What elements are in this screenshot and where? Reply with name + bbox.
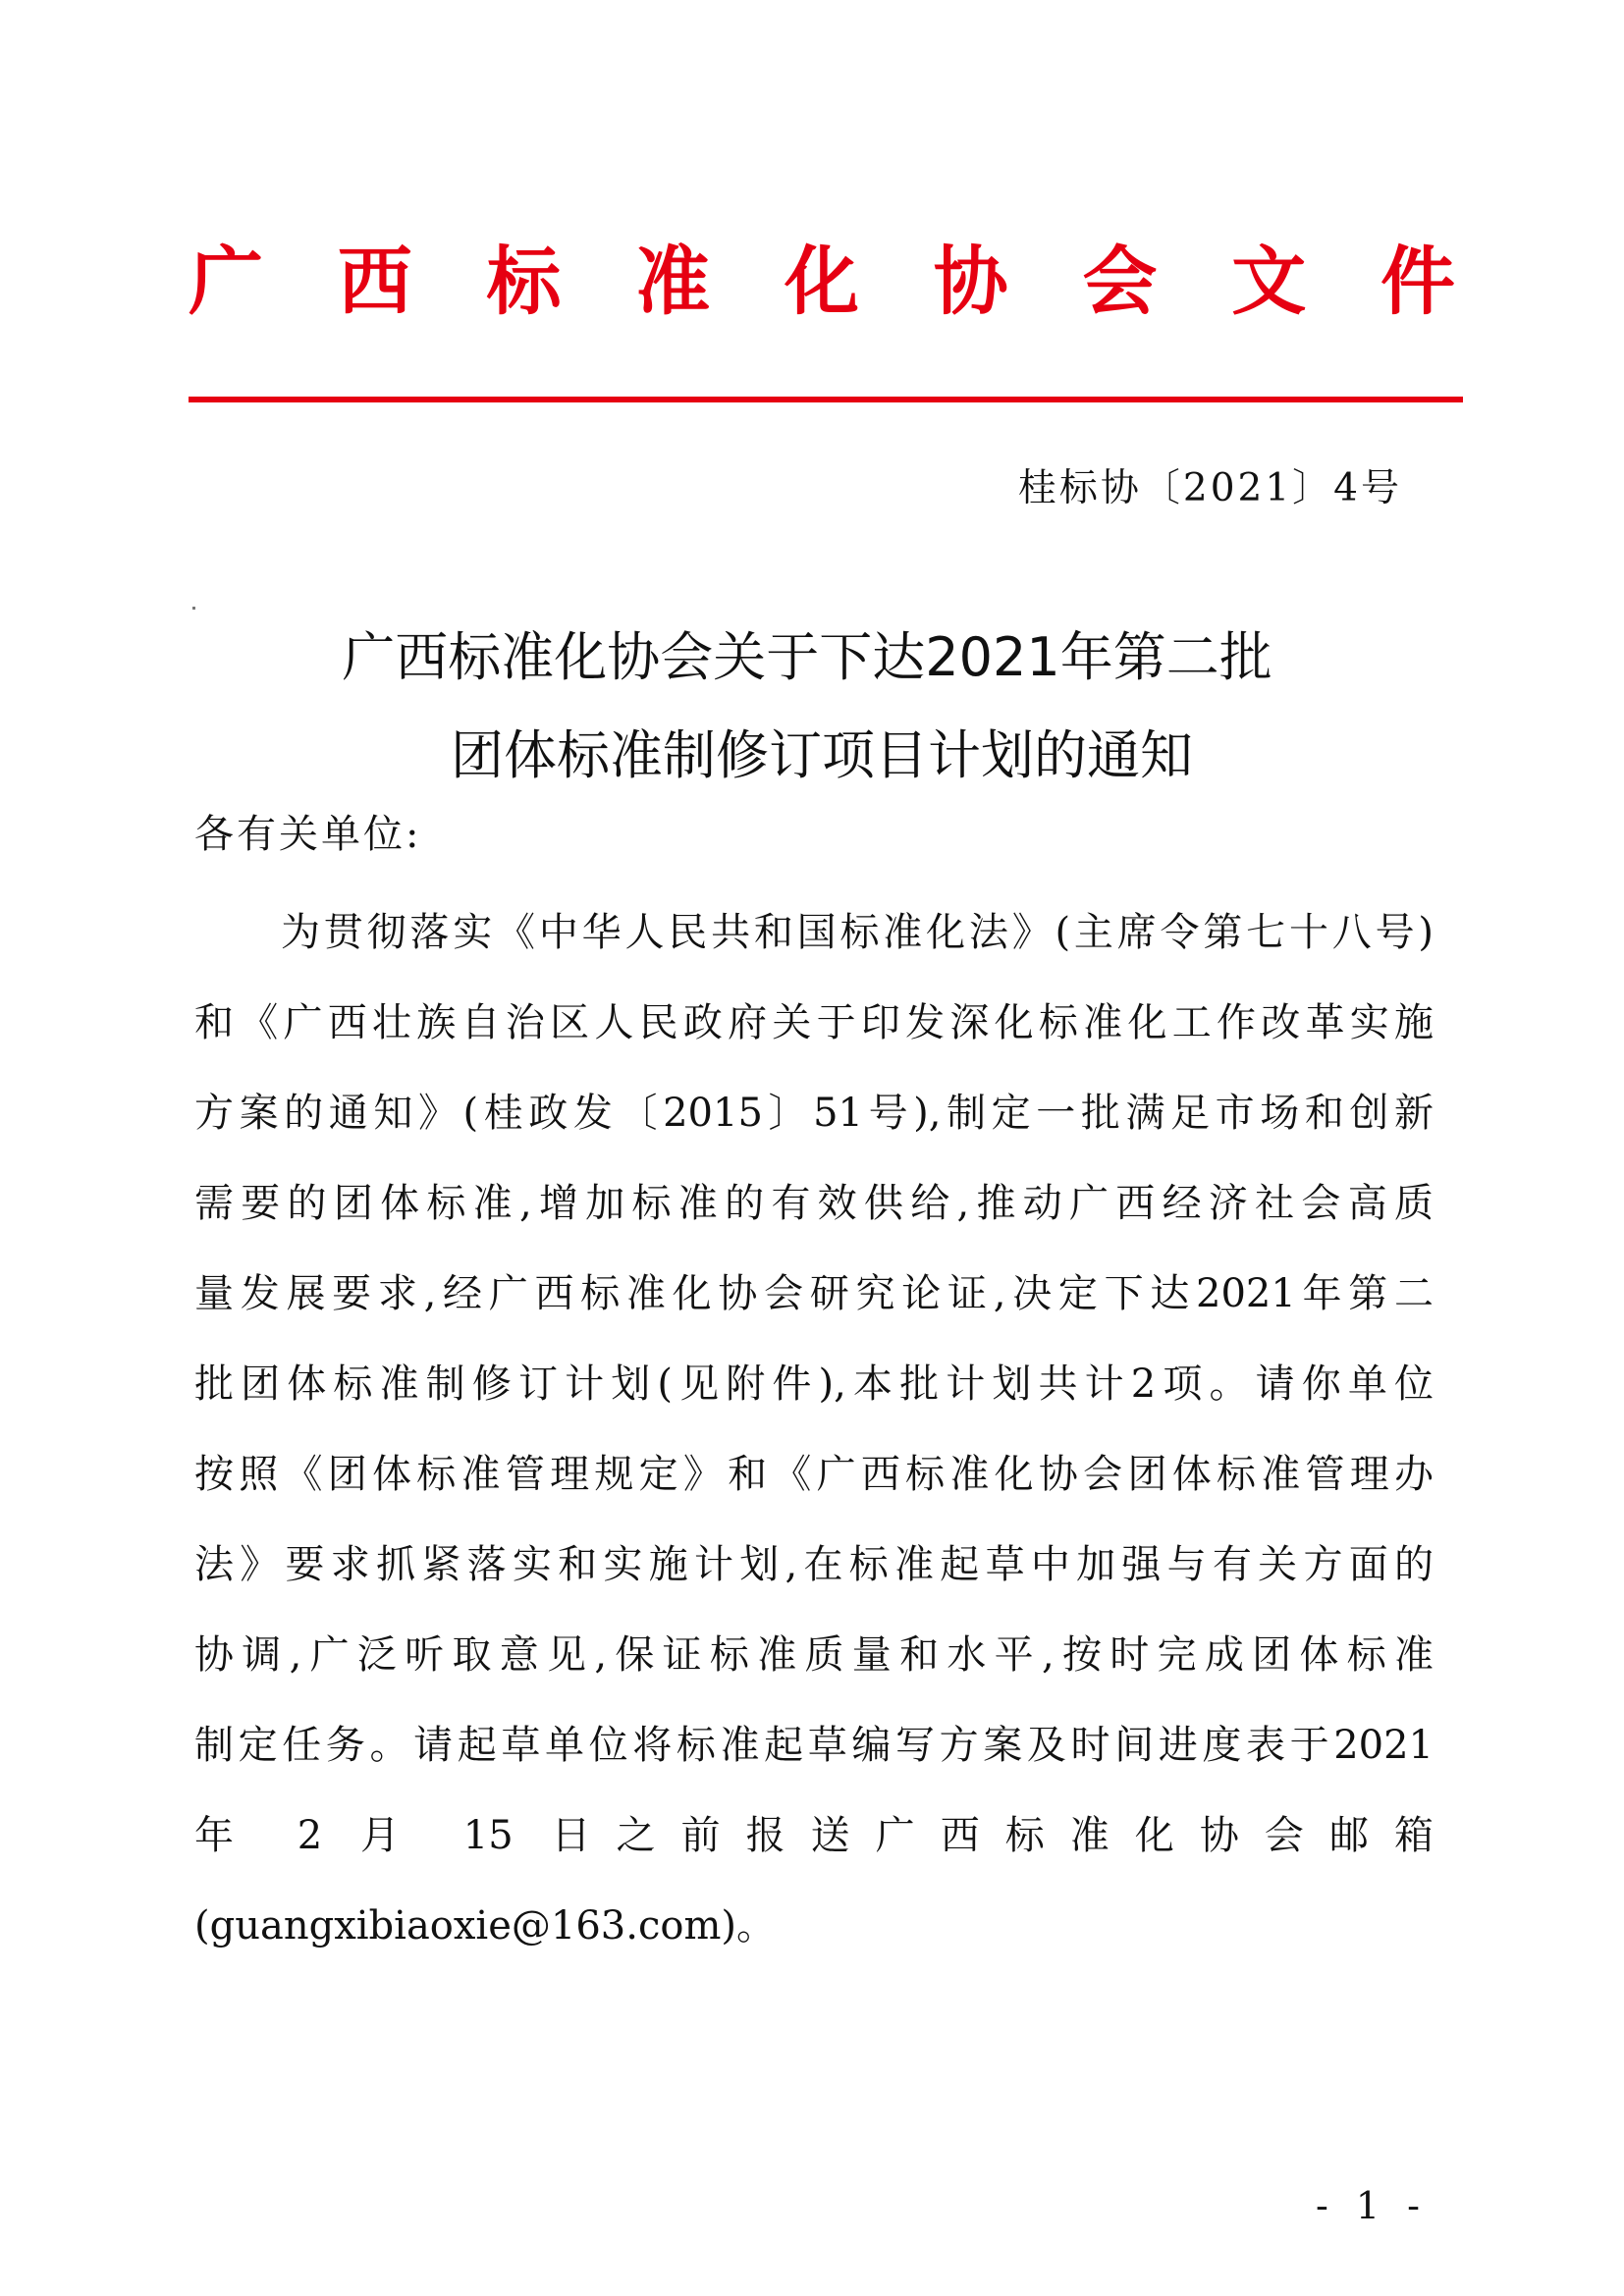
body-line: 制定任务。请起草单位将标准起草编写方案及时间进度表于2021 — [194, 1723, 1434, 1768]
body-line: 方案的通知》(桂政发〔2015〕51号),制定一批满足市场和创新 — [194, 1091, 1434, 1136]
header-char: 化 — [785, 238, 859, 325]
body-line: 需要的团体标准,增加标准的有效供给,推动广西经济社会高质 — [194, 1181, 1434, 1226]
body-line: 为贯彻落实《中华人民共和国标准化法》(主席令第七十八号) — [281, 910, 1434, 955]
document-number: 桂标协〔2021〕4号 — [1017, 466, 1402, 510]
body-line: (guangxibiaoxie@163.com)。 — [194, 1903, 776, 1949]
body-line: 法》要求抓紧落实和实施计划,在标准起草中加强与有关方面的 — [194, 1542, 1434, 1587]
body-line: 和《广西壮族自治区人民政府关于印发深化标准化工作改革实施 — [194, 1000, 1434, 1045]
header-char: 准 — [635, 238, 711, 325]
notice-title-line-2: 团体标准制修订项目计划的通知 — [451, 724, 1193, 786]
body-line: 量发展要求,经广西标准化协会研究论证,决定下达2021年第二 — [194, 1271, 1434, 1316]
header-char: 广 — [189, 238, 263, 325]
header-char: 标 — [486, 238, 562, 325]
header-char: 件 — [1380, 238, 1455, 325]
notice-title-line-1: 广西标准化协会关于下达2021年第二批 — [342, 626, 1272, 688]
body-line: 按照《团体标准管理规定》和《广西标准化协会团体标准管理办 — [194, 1452, 1434, 1497]
header-char: 文 — [1231, 238, 1307, 325]
header-char: 协 — [933, 238, 1008, 325]
header-char: 会 — [1082, 238, 1158, 325]
body-line: 协调,广泛听取意见,保证标准质量和水平,按时完成团体标准 — [194, 1632, 1434, 1678]
body-line: 年 2 月 15 日之前报送广西标准化协会邮箱 — [194, 1813, 1434, 1858]
issuer-header-title — [189, 228, 1455, 336]
notice-title — [189, 609, 1455, 805]
body-line: 批团体标准制修订计划(见附件),本批计划共计2项。请你单位 — [194, 1362, 1434, 1407]
page-number: - 1 - — [1316, 2184, 1429, 2227]
red-separator-line — [189, 397, 1463, 402]
header-char: 西 — [337, 238, 412, 325]
salutation: 各有关单位: — [194, 812, 422, 857]
